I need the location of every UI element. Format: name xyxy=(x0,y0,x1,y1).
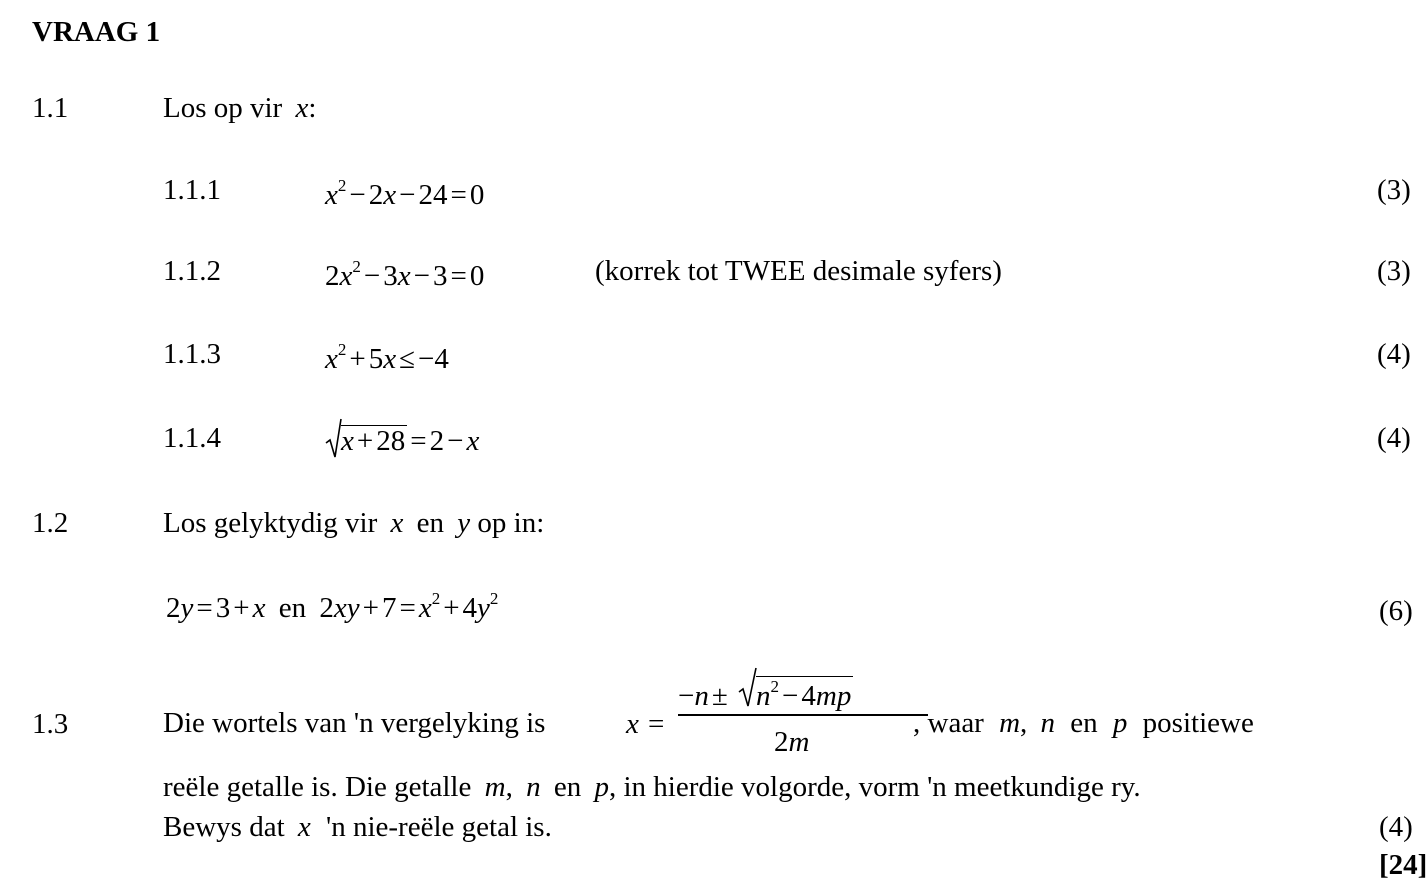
question-number-1-1-3: 1.1.3 xyxy=(163,338,221,370)
question-number-1-1-2: 1.1.2 xyxy=(163,255,221,287)
marks-1-1-2: (3) xyxy=(1377,255,1411,287)
square-root-sign: x + 28 xyxy=(325,425,407,456)
marks-1-1-3: (4) xyxy=(1377,338,1411,370)
question-1-3-line-3: Bewys dat x 'n nie-reële getal is. xyxy=(163,811,552,843)
marks-1-1-4: (4) xyxy=(1377,422,1411,454)
equation-1-1-1: $x^2 - 2x - 24 = 0$ xyxy=(325,176,485,211)
question-1-3-line-2: reële getalle is. Die getalle m, n en p, in hierdie volgorde, vorm 'n meetkundige ry. xyxy=(163,771,1141,803)
prompt-text: Los op vir xyxy=(163,92,283,124)
question-1-1-prompt xyxy=(163,94,316,123)
question-heading: VRAAG 1 xyxy=(32,16,161,48)
prompt-variable: x xyxy=(295,92,309,124)
equation-1-1-3: $x^2 + 5x \le -4$ xyxy=(325,340,449,375)
equation-1-2: 2y = 3 + x en $2xy + 7 = x^2 + 4y^2$ xyxy=(166,589,499,624)
marks-1-3: (4) xyxy=(1379,811,1413,843)
question-number-1-1-4: 1.1.4 xyxy=(163,422,221,454)
question-number-1-3: 1.3 xyxy=(32,708,69,740)
question-number-1-1: 1.1 xyxy=(32,92,69,124)
question-number-1-1-1: 1.1.1 xyxy=(163,174,221,206)
marks-1-2: (6) xyxy=(1379,595,1413,627)
question-total: [24] xyxy=(1379,849,1427,881)
note-1-1-2: (korrek tot TWEE desimale syfers) xyxy=(595,255,1002,287)
quadratic-formula: x = −n ± $n^2 - 4mp$ 2m xyxy=(626,670,916,770)
equation-1-1-2: $2x^2 - 3x - 3 = 0$ xyxy=(325,257,485,292)
equation-joiner: en xyxy=(278,592,307,624)
prompt-colon: : xyxy=(308,92,317,124)
fraction-bar xyxy=(678,714,928,716)
equation-1-1-4: x + 28 = 2 − x xyxy=(325,425,479,456)
question-1-3-text-b: , waar m, n en p positiewe xyxy=(913,707,1254,739)
question-number-1-2: 1.2 xyxy=(32,507,69,539)
question-1-2-prompt: Los gelyktydig vir x en y op in: xyxy=(163,507,545,539)
marks-1-1-1: (3) xyxy=(1377,174,1411,206)
question-1-3-text-a: Die wortels van 'n vergelyking is xyxy=(163,707,546,739)
